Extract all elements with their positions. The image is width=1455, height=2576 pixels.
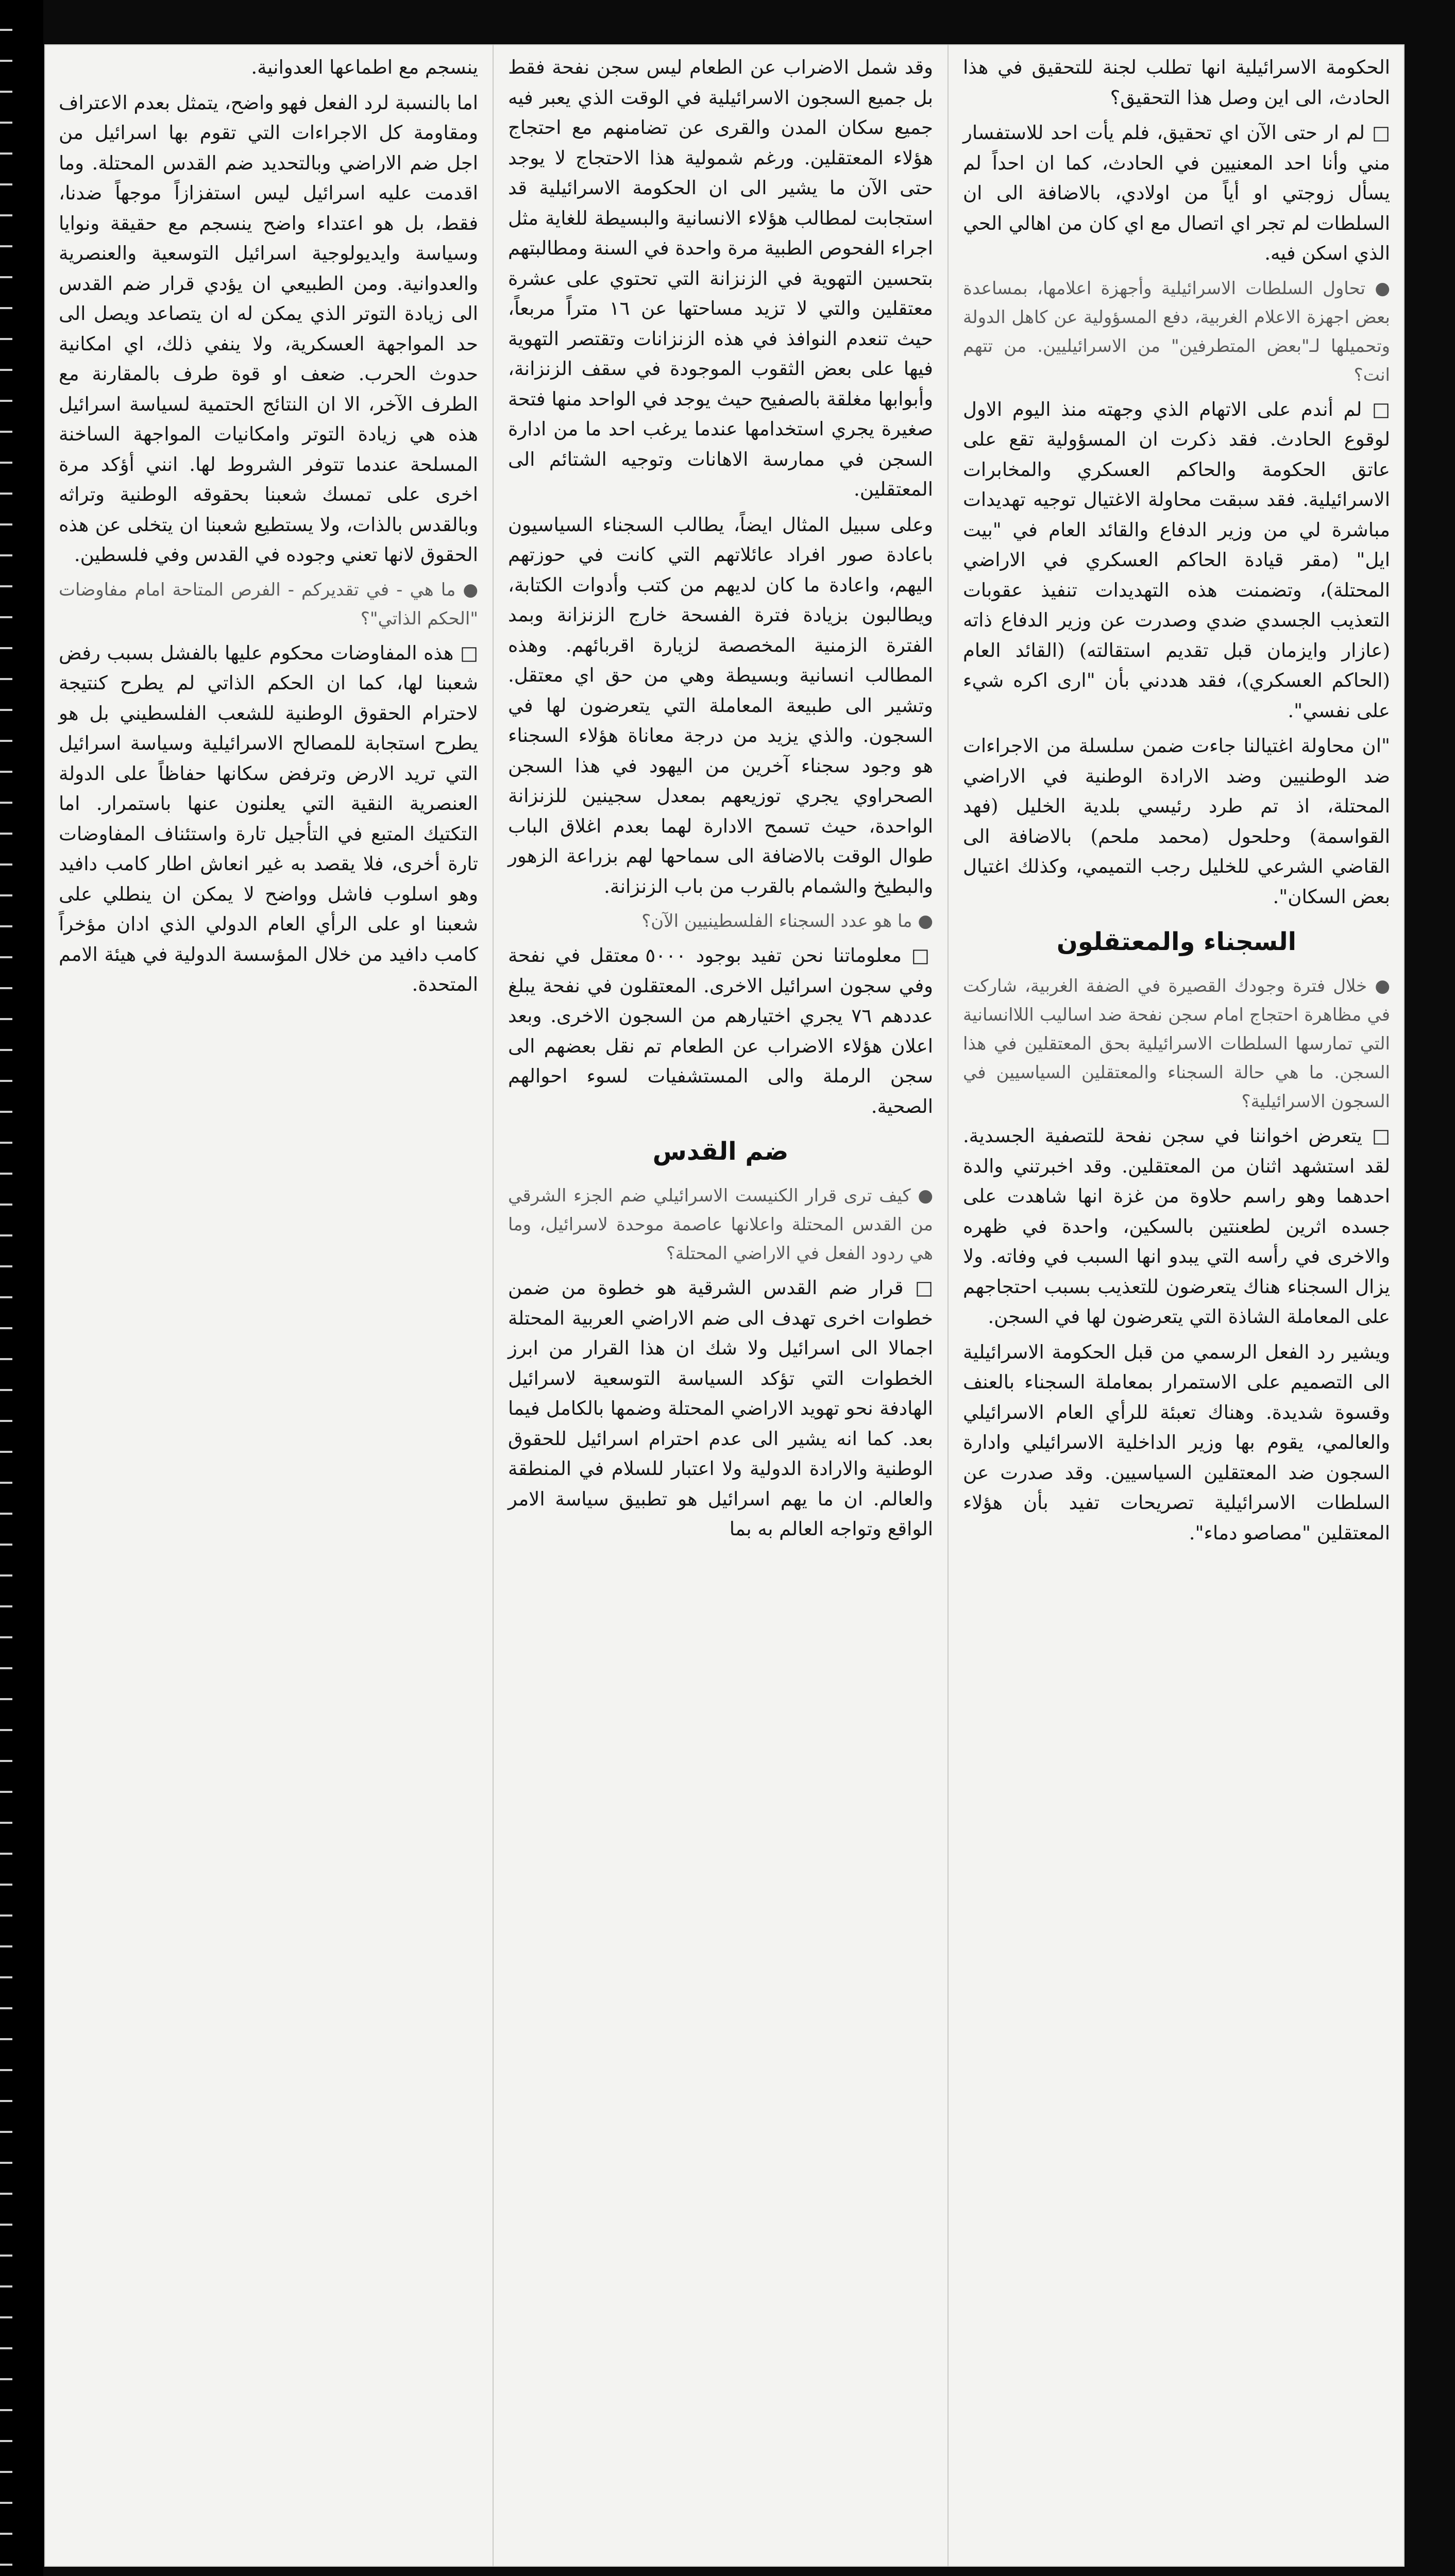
article-paragraph: □ يتعرض اخواننا في سجن نفحة للتصفية الجسدية. لقد استشهد اثنان من المعتقلين. وقد اخبرتني والدة احدهما وهو راسم حلاوة من غزة انها شاهدت على جسده اثرين لطعنتين بالسكين، واحدة في ظهره والاخرى في رأسه التي يبدو انها السبب في وفاته. ولا يزال السجناء هناك يتعرضون للتعذيب بسبب احتجاجهم على المعاملة الشاذة التي يتعرضون لها في السجن. <box>963 1125 1390 1328</box>
article-paragraph: □ معلوماتنا نحن تفيد بوجود ٥٠٠٠ معتقل في نفحة وفي سجون اسرائيل الاخرى. المعتقلون في نفحة يبلغ عددهم ٧٦ يجري اختيارهم من السجون الاخرى. وبعد اعلان هؤلاء الاضراب عن الطعام تم نقل بعضهم الى سجن الرملة والى المستشفيات لسوء احوالهم الصحية. <box>508 944 933 1117</box>
article-paragraph: ينسجم مع اطماعها العدوانية. <box>251 56 478 78</box>
article-paragraph: الحكومة الاسرائيلية انها تطلب لجنة للتحقيق في هذا الحادث، الى اين وصل هذا التحقيق؟ <box>963 56 1390 109</box>
interview-question: ● تحاول السلطات الاسرائيلية وأجهزة اعلامها، بمساعدة بعض اجهزة الاعلام الغربية، دفع المسؤولية عن كاهل الدولة وتحميلها لـ"بعض المتطرفين" من الاسرائيليين. من تتهم انت؟ <box>963 278 1390 385</box>
newspaper-clipping <box>44 44 1405 2567</box>
article-column-left <box>44 44 493 1708</box>
article-paragraph: وقد شمل الاضراب عن الطعام ليس سجن نفحة فقط بل جميع السجون الاسرائيلية في الوقت الذي يعبر فيه جميع سكان المدن والقرى عن تضامنهم مع احتجاج هؤلاء المعتقلين. ورغم شمولية هذا الاحتجاج لا يوجد حتى الآن ما يشير الى ان الحكومة الاسرائيلية قد استجابت لمطالب هؤلاء الانسانية والبسيطة للغاية مثل اجراء الفحوص الطبية مرة واحدة في السنة ومطالبتهم بتحسين التهوية في الزنزانة التي تحتوي على عشرة معتقلين والتي لا تزيد مساحتها عن ١٦ متراً مربعاً، حيث تنعدم النوافذ في هذه الزنزانات وتقتصر التهوية فيها على بعض الثقوب الموجودة في سقف الزنزانة، وأبوابها مغلقة بالصفيح حيث يوجد في الواحد منها فتحة صغيرة يجري استخدامها عندما يرغب احد ما من ادارة السجن في ممارسة الاهانات وتوجيه الشتائم الى المعتقلين. <box>508 56 933 500</box>
article-paragraph: □ لم أندم على الاتهام الذي وجهته منذ اليوم الاول لوقوع الحادث. فقد ذكرت ان المسؤولية تقع على عاتق الحكومة والحاكم العسكري والمخابرات الاسرائيلية. فقد سبقت محاولة الاغتيال توجيه تهديدات مباشرة لي من وزير الدفاع والقائد العام في "بيت ايل" (مقر قيادة الحاكم العسكري في الاراضي المحتلة)، وتضمنت هذه التهديدات تنفيذ عقوبات التعذيب الجسدي ضدي وصدرت عن وزير الدفاع ذاته (عازار وايزمان قبل تقديم استقالته) (القائد العام (الحاكم العسكري)، فقد هددني بأن "ارى اكره شيء على نفسي". <box>963 398 1390 722</box>
section-heading: ضم القدس <box>652 1137 789 1166</box>
article-paragraph: □ لم ار حتى الآن اي تحقيق، فلم يأت احد للاستفسار مني وأنا احد المعنيين في الحادث، كما ان احداً لم يسأل زوجتي او أياً من اولادي، بالاضافة الى ان السلطات لم تجر اي اتصال مع اي كان من اهالي الحي الذي اسكن فيه. <box>963 122 1390 264</box>
article-column-right <box>949 44 1405 2567</box>
interview-question: ● ما هو عدد السجناء الفلسطينيين الآن؟ <box>641 911 933 931</box>
article-column-middle <box>493 44 949 2567</box>
article-paragraph: اما بالنسبة لرد الفعل فهو واضح، يتمثل بعدم الاعتراف ومقاومة كل الاجراءات التي تقوم بها اسرائيل من اجل ضم الاراضي وبالتحديد ضم القدس المحتلة. وما اقدمت عليه اسرائيل ليس استفزازاً موجهاً ضدنا، فقط، بل هو اعتداء واضح ينسجم مع حقيقة ونوايا وسياسة وايديولوجية اسرائيل التوسعية والعنصرية والعدوانية. ومن الطبيعي ان يؤدي قرار ضم القدس الى زيادة التوتر الذي يمكن له ان يتصاعد ويصل الى حد المواجهة العسكرية، ولا ينفي ذلك، اي امكانية حدوث الحرب. ضعف او قوة طرف بالمقارنة مع الطرف الآخر، الا ان النتائج الحتمية لسياسة اسرائيل هذه هي زيادة التوتر وامكانيات المواجهة الساخنة المسلحة عندما تتوفر الشروط لها. انني أؤكد مرة اخرى على تمسك شعبنا بحقوقه الوطنية وتراثه وبالقدس بالذات، ولا يستطيع شعبنا ان يتخلى عن هذه الحقوق لانها تعني وجوده في القدس وفي فلسطين. <box>59 91 478 566</box>
article-paragraph: "ان محاولة اغتيالنا جاءت ضمن سلسلة من الاجراءات ضد الوطنيين وضد الارادة الوطنية في الاراضي المحتلة، اذ تم طرد رئيسي بلدية الخليل (فهد القواسمة) وحلحول (محمد ملحم) بالاضافة الى القاضي الشرعي للخليل رجب التميمي، وكذلك اغتيال بعض السكان". <box>963 735 1390 908</box>
article-paragraph: وعلى سبيل المثال ايضاً، يطالب السجناء السياسيون باعادة صور افراد عائلاتهم التي كانت في حوزتهم اليهم، واعادة ما كان لديهم من كتب وأدوات الكتابة، ويطالبون بزيادة فترة الفسحة خارج الزنزانة وبمد الفترة الزمنية المخصصة لزيارة اقربائهم. وهذه المطالب انسانية وبسيطة وهي من حق اي معتقل. وتشير الى طبيعة المعاملة التي يتعرضون لها في السجون. والذي يزيد من درجة معاناة هؤلاء السجناء هو وجود سجناء آخرين من اليهود في هذا السجن الصحراوي يجري توزيعهم بمعدل سجينين للزنزانة الواحدة، حيث تسمح الادارة لهما بعدم اغلاق الباب طوال الوقت بالاضافة الى سماحها لهم بزراعة الزهور والبطيخ والشمام بالقرب من باب الزنزانة. <box>508 513 933 897</box>
interview-question: ● خلال فترة وجودك القصيرة في الضفة الغربية، شاركت في مظاهرة احتجاج امام سجن نفحة ضد اساليب اللاانسانية التي تمارسها السلطات الاسرائيلية بحق المعتقلين في هذا السجن. ما هي حالة السجناء والمعتقلين السياسيين في السجون الاسرائيلية؟ <box>963 976 1390 1112</box>
vertical-ruler <box>0 0 43 2576</box>
article-paragraph: □ قرار ضم القدس الشرقية هو خطوة من ضمن خطوات اخرى تهدف الى ضم الاراضي العربية المحتلة اجمالا الى اسرائيل ولا شك ان هذا القرار من ابرز الخطوات التي تؤكد السياسة التوسعية لاسرائيل الهادفة نحو تهويد الاراضي المحتلة وضمها بالكامل فيما بعد. كما انه يشير الى عدم احترام اسرائيل للحقوق الوطنية والارادة الدولية ولا اعتبار للسلام في المنطقة والعالم. ان ما يهم اسرائيل هو تطبيق سياسة الامر الواقع وتواجه العالم به بما <box>508 1277 933 1540</box>
section-heading: السجناء والمعتقلون <box>1056 927 1297 956</box>
interview-question: ● كيف ترى قرار الكنيست الاسرائيلي ضم الجزء الشرقي من القدس المحتلة واعلانها عاصمة موحدة لاسرائيل، وما هي ردود الفعل في الاراضي المحتلة؟ <box>508 1185 933 1264</box>
article-paragraph: ويشير رد الفعل الرسمي من قبل الحكومة الاسرائيلية الى التصميم على الاستمرار بمعاملة السجناء بالعنف وقسوة شديدة. وهناك تعبئة للرأي العام الاسرائيلي والعالمي، يقوم بها وزير الداخلية الاسرائيلي وادارة السجون ضد المعتقلين السياسيين. وقد صدرت عن السلطات الاسرائيلية تصريحات تفيد بأن هؤلاء المعتقلين "مصاصو دماء". <box>963 1341 1390 1544</box>
interview-question: ● ما هي - في تقديركم - الفرص المتاحة امام مفاوضات "الحكم الذاتي"؟ <box>59 579 478 629</box>
article-paragraph: □ هذه المفاوضات محكوم عليها بالفشل بسبب رفض شعبنا لها، كما ان الحكم الذاتي لم يطرح كنتيجة لاحترام الحقوق الوطنية للشعب الفلسطيني بل هو يطرح استجابة للمصالح الاسرائيلية وسياسة اسرائيل التي تريد الارض وترفض سكانها حفاظاً على الدولة العنصرية النقية التي يعلنون عنها باستمرار. اما التكتيك المتبع في التأجيل تارة واستئناف المفاوضات تارة أخرى، فلا يقصد به غير انعاش اطار كامب دافيد وهو اسلوب فاشل وواضح لا يمكن ان ينطلي على شعبنا او على الرأي العام الدولي الذي ادان مؤخراً كامب دافيد من خلال المؤسسة الدولية في هيئة الامم المتحدة. <box>59 641 478 995</box>
